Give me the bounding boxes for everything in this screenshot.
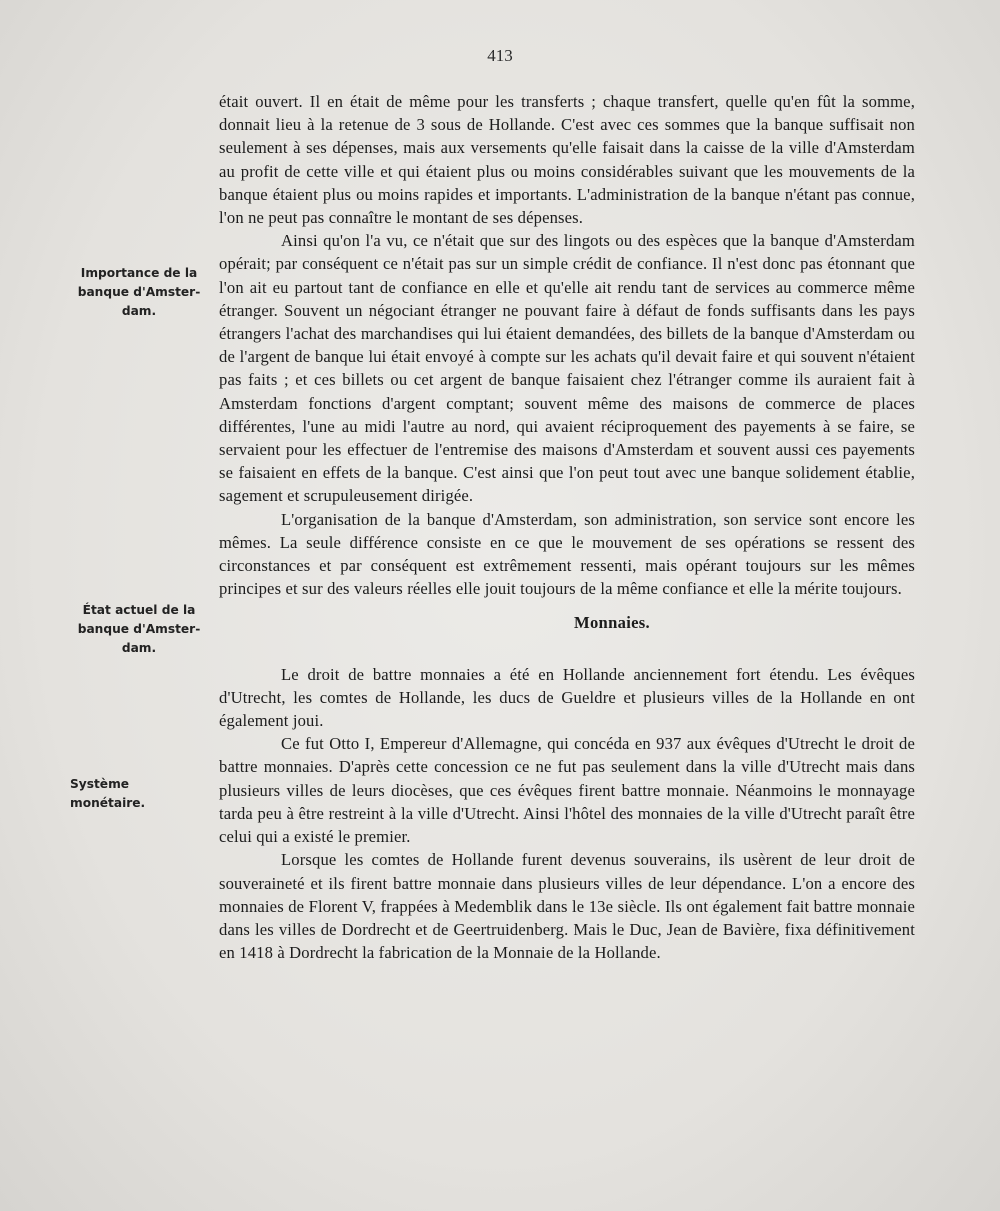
margin-note-importance — [70, 264, 208, 321]
margin-note-systeme-monetaire — [70, 775, 208, 813]
page-number: 413 — [487, 46, 513, 65]
main-text-column — [219, 90, 915, 964]
margin-note-line: dam. — [121, 304, 157, 318]
paragraph-etat-actuel: L'organisation de la banque d'Amsterdam, son administration, son service sont encore les mêmes. La seule différence consiste en ce que le mouvement de ses opérations se ressent des circonstances et par conséquent est extrêmement ressenti, mais opérant toujours sur les mêmes principes et sur des valeurs réelles elle jouit toujours de la même confiance et elle la mérite toujours. — [219, 509, 915, 599]
paragraph-banque-operations: Ainsi qu'on l'a vu, ce n'était que sur des lingots ou des espèces que la banque d'Amsterdam opérait; par conséquent ce n'était pas sur un simple crédit de confiance. Il n'est donc pas étonnant que l'on ait eu partout tant de confiance en elle et qu'elle ait rendu tant de services au commerce même étranger. Souvent un négociant étranger ne pouvant faire à défaut de fonds suffisants dans les pays étrangers l'achat des marchandises qui lui étaient demandées, des billets de la banque d'Amsterdam ou de l'argent de banque lui était envoyé à compte sur les achats qu'il devait faire et qui souvent n'étaient pas faits ; et ces billets ou cet argent de banque faisaient chez l'étranger comme ils auraient fait à Amsterdam fonctions d'argent comptant; souvent même des maisons de commerce de places différentes, l'une au midi l'autre au nord, qui avaient réciproquement des payements à se faire, se servaient pour les effectuer de l'entremise des maisons d'Amsterdam et souvent aussi ces payements se faisaient en effets de la banque. C'est ainsi que l'on peut tout avec une banque solidement établie, sagement et scrupuleusement dirigée. — [219, 231, 915, 506]
margin-note-line: Importance de la — [80, 266, 198, 280]
margin-note-etat-actuel — [70, 601, 208, 658]
margin-note-line: banque d'Amster- — [77, 622, 201, 636]
margin-note-line: État actuel de la — [82, 603, 196, 617]
paragraph-continuation: était ouvert. Il en était de même pour les transferts ; chaque transfert, quelle qu'en fût la somme, donnait lieu à la retenue de 3 sous de Hollande. C'est avec ces sommes que la banque suffisait non seulement à ses dépenses, mais aux versements qu'elle faisait dans la caisse de la ville d'Amsterdam au profit de cette ville et qui étaient plus ou moins considérables suivant que les mouvements de la banque étaient plus ou moins rapides et importants. L'administration de la banque n'étant pas connue, l'on ne peut pas connaître le montant de ses dépenses. — [219, 92, 915, 228]
margin-note-line: Système monétaire. — [70, 777, 146, 810]
paragraph-otto-concession: Ce fut Otto I, Empereur d'Allemagne, qui concéda en 937 aux évêques d'Utrecht le droit de battre monnaies. D'après cette concession ce ne fut pas seulement dans la ville d'Utrecht mais dans plusieurs villes de leurs diocèses, que ces évêques firent battre monnaie. Néanmoins le monnayage tarda peu à être restreint à la ville d'Utrecht. Ainsi l'hôtel des monnaies de la ville d'Utrecht paraît être celui qui a existé le premier. — [219, 734, 915, 847]
margin-note-line: banque d'Amster- — [77, 285, 201, 299]
margin-note-line: dam. — [121, 641, 157, 655]
section-heading-monnaies: Monnaies. — [574, 613, 650, 633]
paragraph-comtes-hollande: Lorsque les comtes de Hollande furent devenus souverains, ils usèrent de leur droit de souveraineté et ils firent battre monnaie dans plusieurs villes de leur dépendance. L'on a encore des monnaies de Florent V, frappées à Medemblik dans le 13e siècle. Ils ont également fait battre monnaie dans les villes de Dordrecht et de Geertruidenberg. Mais le Duc, Jean de Bavière, fixa définitivement en 1418 à Dordrecht la fabrication de la Monnaie de la Hollande. — [219, 850, 915, 963]
paragraph-droit-battre-monnaies: Le droit de battre monnaies a été en Hollande anciennement fort étendu. Les évêques d'Utrecht, les comtes de Hollande, les ducs de Gueldre et plusieurs villes de la Hollande en ont également joui. — [219, 664, 915, 731]
